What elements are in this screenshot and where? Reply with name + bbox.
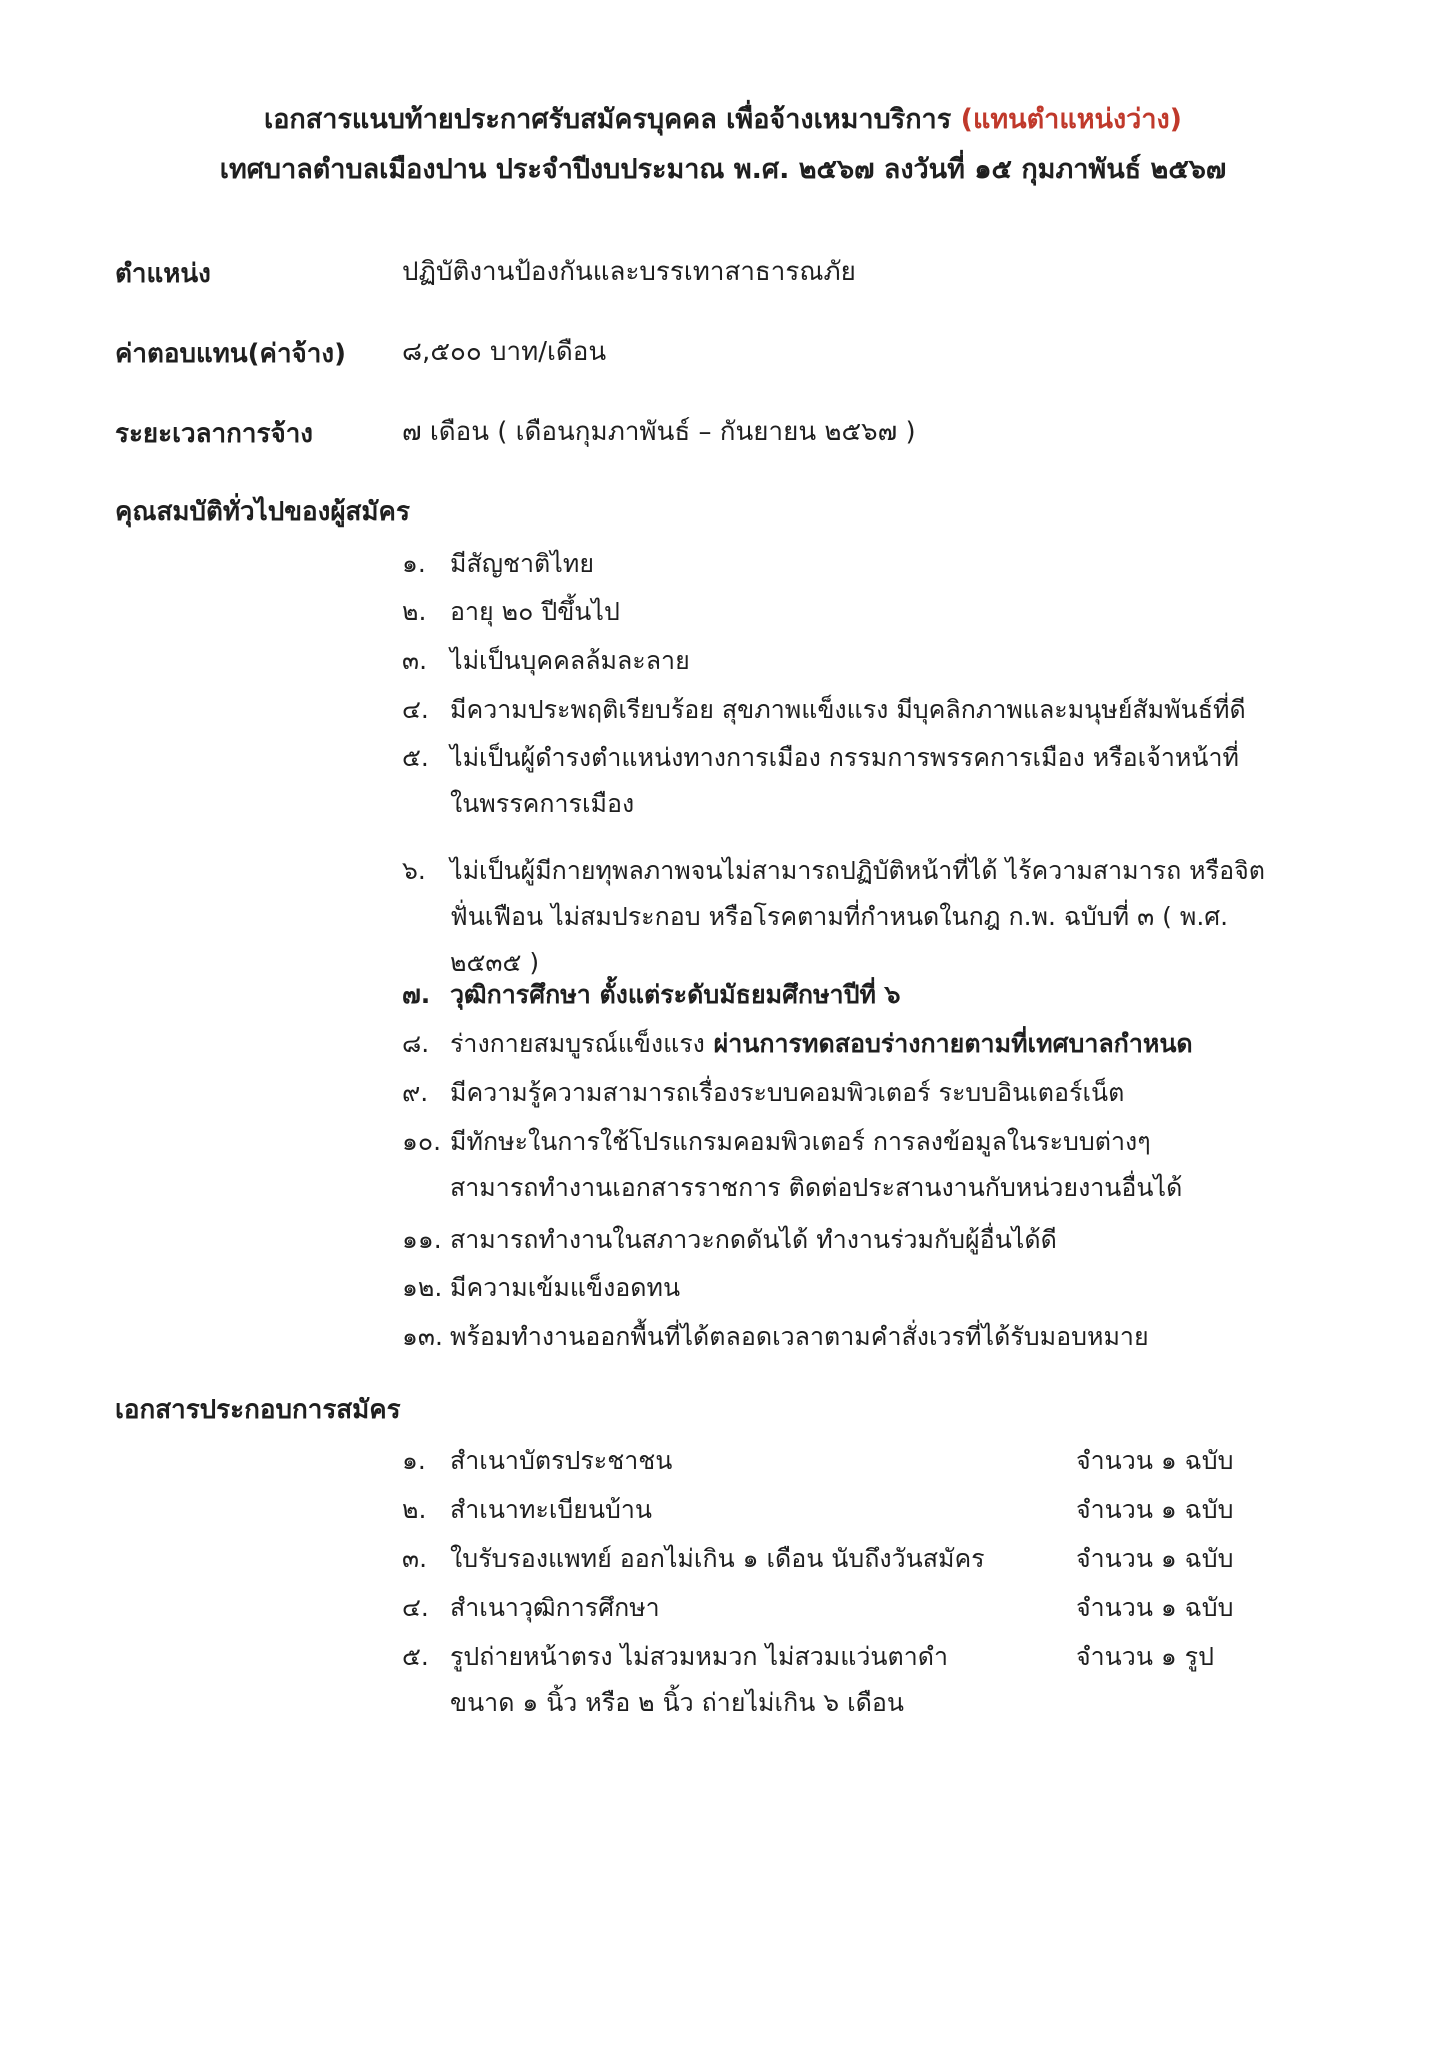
qualification-item (402, 692, 1246, 738)
qualification-text: อายุ ๒๐ ปีขึ้นไป (450, 597, 620, 626)
header-red-text: (แทนตำแหน่งว่าง) (960, 104, 1183, 135)
qualification-item (402, 546, 594, 592)
qualification-item (402, 1270, 680, 1316)
document-quantity: จำนวน ๑ ฉบับ (1076, 1495, 1234, 1524)
position-value: ปฏิบัติงานป้องกันและบรรเทาสาธารณภัย (402, 257, 856, 287)
qualification-text: สามารถทำงานในสภาวะกดดันได้ ทำงานร่วมกับผู้อื่นได้ดี (450, 1225, 1057, 1254)
document-quantity: จำนวน ๑ ฉบับ (1076, 1544, 1234, 1573)
qualification-line (402, 1170, 1182, 1216)
header-line-2: เทศบาลตำบลเมืองปาน ประจำปีงบประมาณ พ.ศ. ๒๕๖๗ ลงวันที่ ๑๕ กุมภาพันธ์ ๒๕๖๗ (219, 154, 1227, 185)
qualification-item (402, 594, 620, 640)
header-line-1 (0, 100, 1446, 140)
qualification-number: ๘. (402, 1029, 430, 1058)
qualification-number: ๒. (402, 597, 427, 626)
qualification-number: ๔. (402, 695, 429, 724)
document-item (402, 1639, 948, 1731)
position-label: ตำแหน่ง (115, 259, 211, 289)
qualification-number: ๓. (402, 646, 428, 675)
document-text: ใบรับรองแพทย์ ออกไม่เกิน ๑ เดือน นับถึงวันสมัคร (450, 1544, 985, 1573)
qualification-item (402, 1026, 1193, 1072)
wage-value: ๘,๕๐๐ บาท/เดือน (402, 337, 607, 367)
header-main-text: เอกสารแนบท้ายประกาศรับสมัครบุคคล เพื่อจ้างเหมาบริการ (263, 104, 952, 135)
document-item (402, 1541, 985, 1587)
wage-label: ค่าตอบแทน(ค่าจ้าง) (115, 339, 346, 369)
qualification-line (402, 1222, 1057, 1268)
qualification-item (402, 643, 690, 689)
qualification-item (402, 1222, 1057, 1268)
qualification-item (402, 977, 901, 1023)
document-number: ๓. (402, 1544, 428, 1573)
qualification-line (402, 853, 1265, 899)
document-quantity: จำนวน ๑ รูป (1076, 1642, 1214, 1671)
qualification-line (402, 1124, 1182, 1170)
qualification-line (402, 546, 594, 592)
qualification-text: มีความประพฤติเรียบร้อย สุขภาพแข็งแรง มีบุคลิกภาพและมนุษย์สัมพันธ์ที่ดี (450, 695, 1246, 724)
qualification-text: ๒๕๓๕ ) (450, 948, 540, 977)
qualification-item (402, 1124, 1182, 1216)
document-number: ๑. (402, 1446, 426, 1475)
qualification-line (402, 692, 1246, 738)
document-text: ขนาด ๑ นิ้ว หรือ ๒ นิ้ว ถ่ายไม่เกิน ๖ เดือน (450, 1688, 904, 1717)
qualifications-heading: คุณสมบัติทั่วไปของผู้สมัคร (115, 497, 410, 527)
qualification-number: ๑๐. (402, 1127, 442, 1156)
document-item (402, 1590, 660, 1636)
qualification-text: มีความเข้มแข็งอดทน (450, 1273, 681, 1302)
qualification-line (402, 1026, 1193, 1072)
qualification-text: มีสัญชาติไทย (450, 549, 594, 578)
qualification-text: วุฒิการศึกษา ตั้งแต่ระดับมัธยมศึกษาปีที่ ๖ (450, 980, 901, 1009)
document-line (402, 1639, 948, 1685)
document-text: สำเนาบัตรประชาชน (450, 1446, 673, 1475)
qualification-text: ร่างกายสมบูรณ์แข็งแรง (450, 1029, 705, 1058)
document-line (402, 1443, 672, 1489)
qualification-number: ๙. (402, 1078, 429, 1107)
qualification-line (402, 740, 1239, 786)
qualification-text: สามารถทำงานเอกสารราชการ ติดต่อประสานงานกับหน่วยงานอื่นได้ (450, 1173, 1183, 1202)
qualification-line (402, 899, 1265, 945)
qualification-text: มีทักษะในการใช้โปรแกรมคอมพิวเตอร์ การลงข้อมูลในระบบต่างๆ (450, 1127, 1151, 1156)
document-text: รูปถ่ายหน้าตรง ไม่สวมหมวก ไม่สวมแว่นตาดำ (450, 1642, 949, 1671)
document-line (402, 1492, 652, 1538)
qualification-number: ๑. (402, 549, 426, 578)
document-quantity: จำนวน ๑ ฉบับ (1076, 1593, 1234, 1622)
qualification-text: ไม่เป็นผู้ดำรงตำแหน่งทางการเมือง กรรมการพรรคการเมือง หรือเจ้าหน้าที่ (450, 743, 1239, 772)
qualification-text: ฟั่นเฟือน ไม่สมประกอบ หรือโรคตามที่กำหนดในกฎ ก.พ. ฉบับที่ ๓ ( พ.ศ. (450, 902, 1229, 931)
period-label: ระยะเวลาการจ้าง (115, 419, 313, 449)
document-line (402, 1541, 985, 1587)
qualification-text: ไม่เป็นผู้มีกายทุพลภาพจนไม่สามารถปฏิบัติหน้าที่ได้ ไร้ความสามารถ หรือจิต (450, 856, 1265, 885)
qualification-bold-text: ผ่านการทดสอบร่างกายตามที่เทศบาลกำหนด (704, 1029, 1193, 1058)
qualification-text: ไม่เป็นบุคคลล้มละลาย (450, 646, 690, 675)
document-number: ๒. (402, 1495, 427, 1524)
qualification-number: ๖. (402, 856, 426, 885)
qualification-line (402, 1075, 1124, 1121)
documents-heading: เอกสารประกอบการสมัคร (115, 1395, 401, 1425)
qualification-number: ๗. (402, 980, 431, 1009)
qualification-text: พร้อมทำงานออกพื้นที่ได้ตลอดเวลาตามคำสั่งเวรที่ได้รับมอบหมาย (450, 1322, 1149, 1351)
document-item (402, 1492, 652, 1538)
qualification-number: ๑๒. (402, 1273, 443, 1302)
document-number: ๕. (402, 1642, 429, 1671)
document-item (402, 1443, 672, 1489)
qualification-line (402, 643, 690, 689)
document-text: สำเนาวุฒิการศึกษา (450, 1593, 660, 1622)
period-value: ๗ เดือน ( เดือนกุมภาพันธ์ – กันยายน ๒๕๖๗ ) (402, 417, 916, 447)
qualification-text: มีความรู้ความสามารถเรื่องระบบคอมพิวเตอร์ ระบบอินเตอร์เน็ต (450, 1078, 1125, 1107)
qualification-line (402, 594, 620, 640)
qualification-line (402, 977, 901, 1023)
document-line (402, 1685, 948, 1731)
document-quantity: จำนวน ๑ ฉบับ (1076, 1446, 1234, 1475)
qualification-number: ๑๑. (402, 1225, 442, 1254)
qualification-text: ในพรรคการเมือง (450, 789, 635, 818)
document-number: ๔. (402, 1593, 429, 1622)
qualification-line (402, 786, 1239, 832)
qualification-item (402, 1075, 1124, 1121)
document-line (402, 1590, 660, 1636)
qualification-item (402, 853, 1265, 991)
qualification-number: ๕. (402, 743, 429, 772)
qualification-item (402, 1319, 1149, 1365)
document-text: สำเนาทะเบียนบ้าน (450, 1495, 653, 1524)
qualification-item (402, 740, 1239, 832)
qualification-number: ๑๓. (402, 1322, 443, 1351)
qualification-line (402, 1319, 1149, 1365)
qualification-line (402, 1270, 680, 1316)
